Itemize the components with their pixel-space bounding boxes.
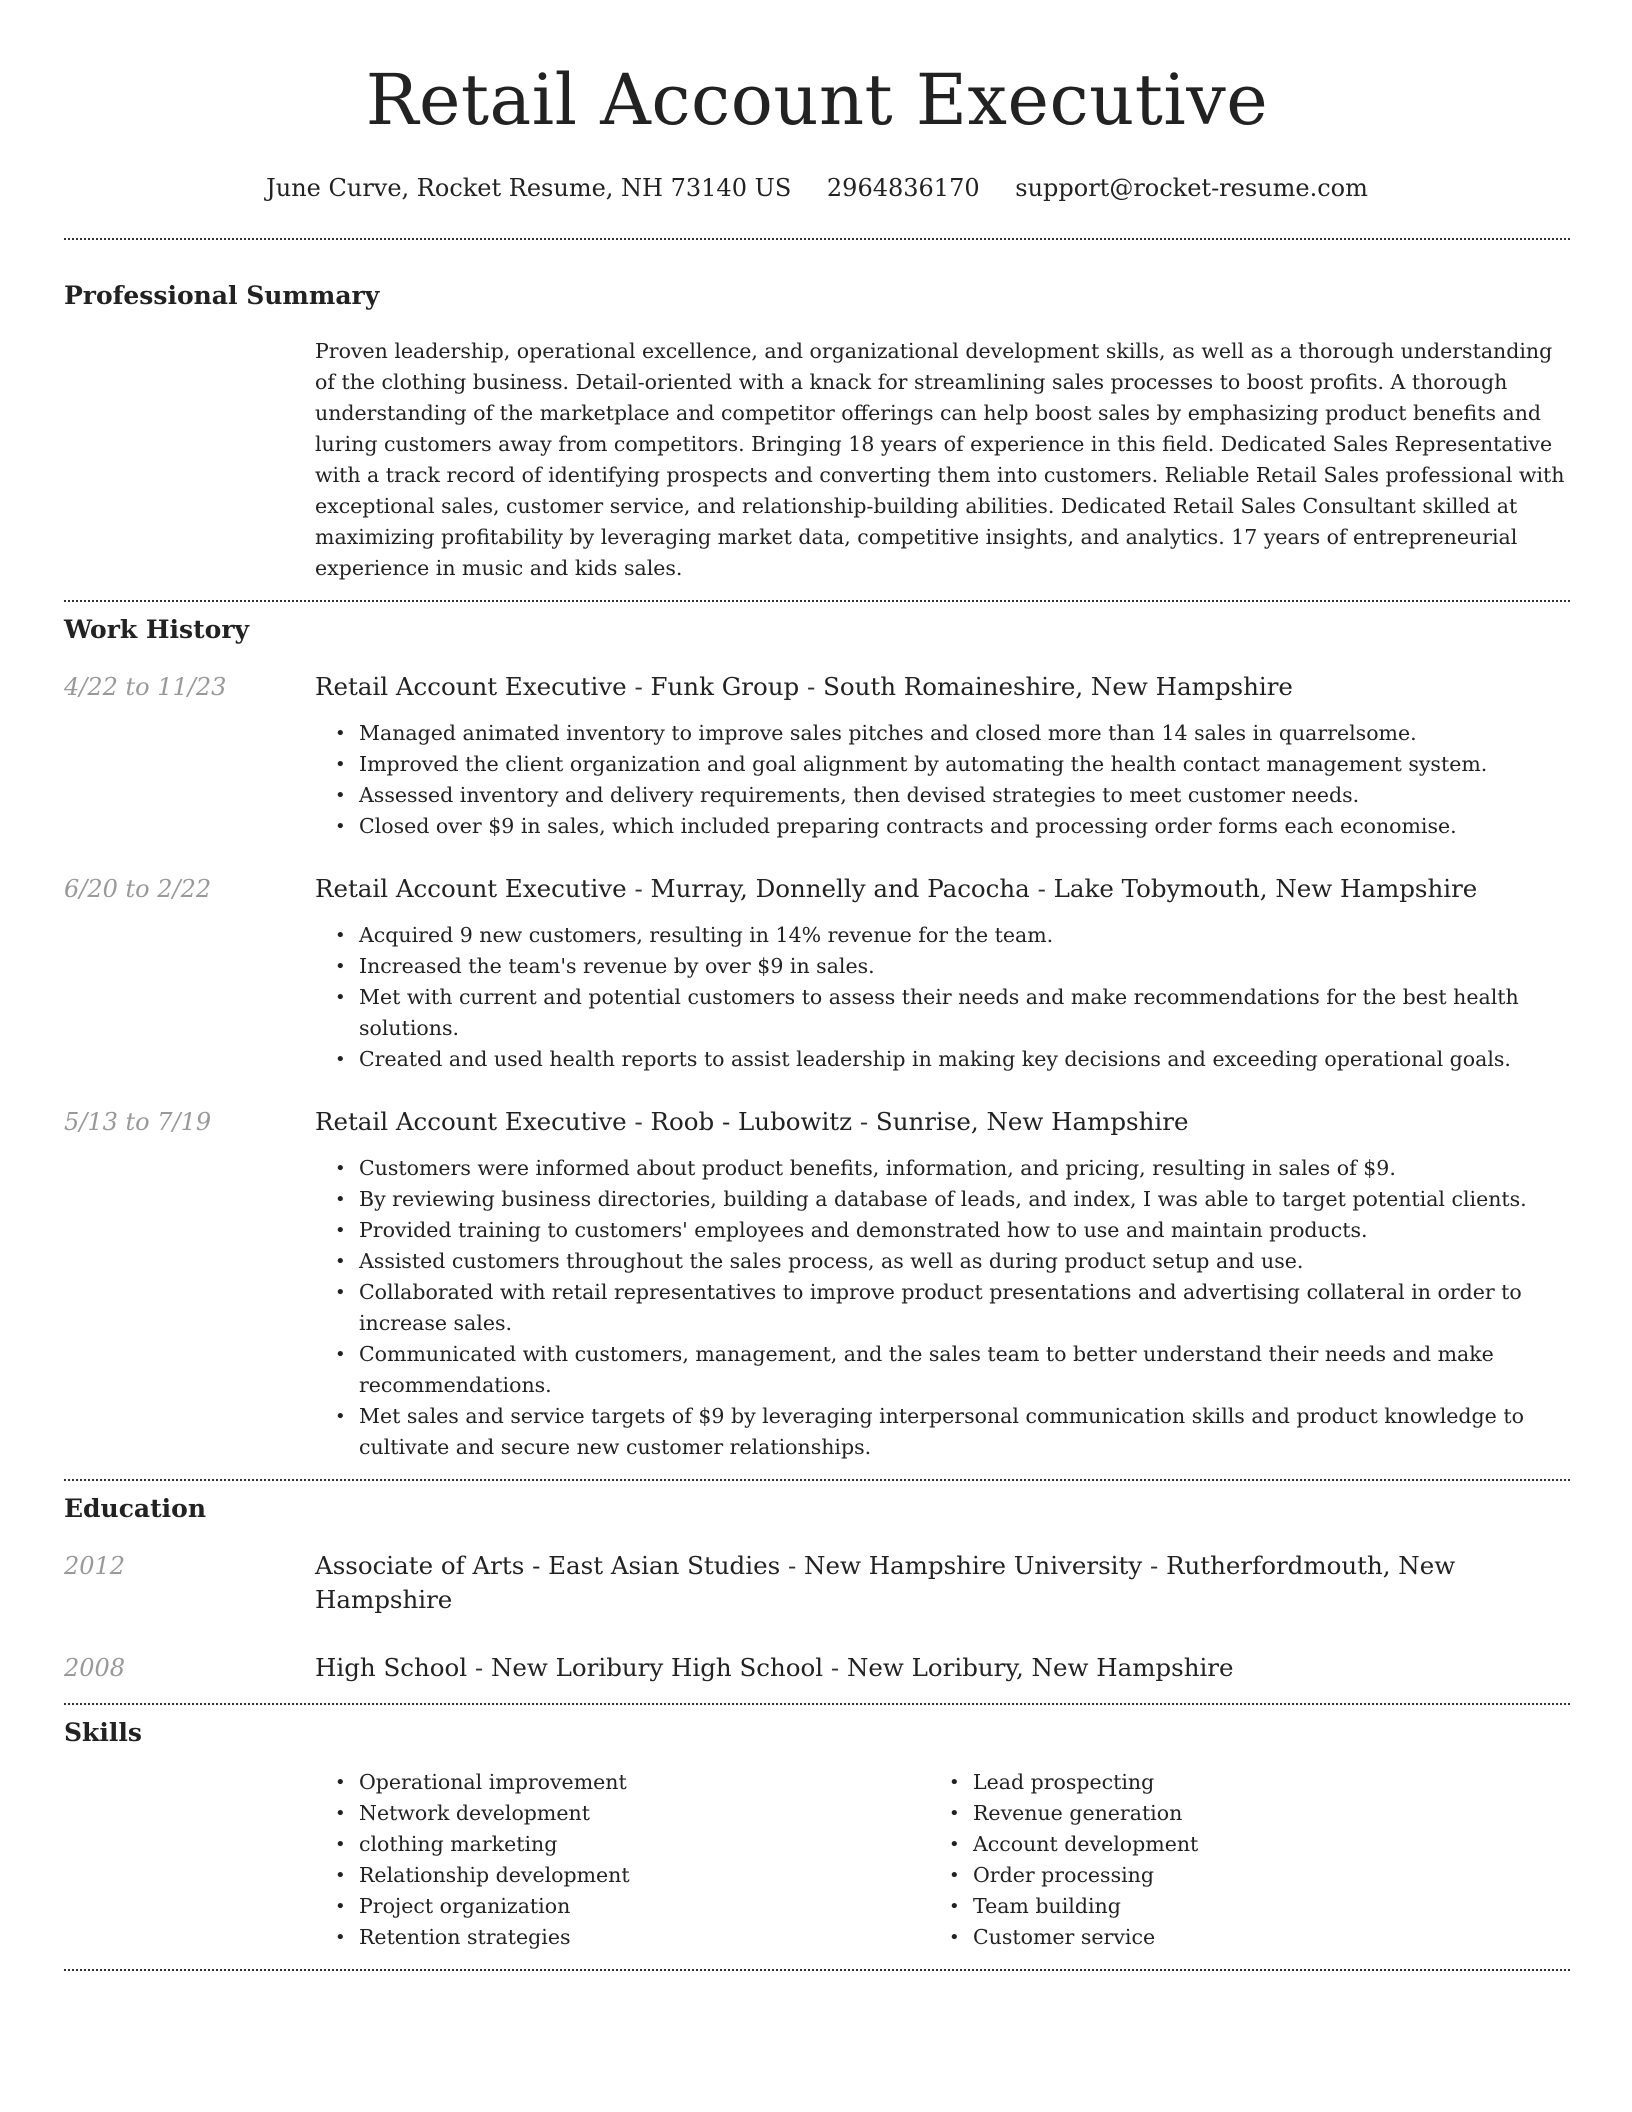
resume-page	[64, 0, 1570, 1971]
divider	[64, 1479, 1570, 1481]
job-location: South Romaineshire, New Hampshire	[823, 672, 1293, 701]
skill-item: • Operational improvement	[359, 1767, 929, 1798]
skill-item: • Retention strategies	[359, 1922, 929, 1953]
resume-title: Retail Account Executive	[365, 59, 1269, 141]
work-heading: Work History	[64, 615, 250, 644]
job-heading: Retail Account Executive - Funk Group - South Romaineshire, New Hampshire	[315, 672, 1293, 701]
skills-list-right	[929, 1767, 1543, 1953]
skill-item: • Relationship development	[359, 1860, 929, 1891]
education-location: New Loribury, New Hampshire	[846, 1653, 1234, 1682]
education-entry	[64, 1651, 1570, 1685]
summary-heading: Professional Summary	[64, 281, 380, 310]
education-heading-line: Associate of Arts - East Asian Studies - New Hampshire University - Rutherfordmouth, New Hampshire	[315, 1551, 1456, 1614]
skill-item: • Project organization	[359, 1891, 929, 1922]
job-entry	[64, 1105, 1570, 1463]
job-title: Retail Account Executive	[315, 1107, 627, 1136]
list-item: • Met sales and service targets of $9 by leveraging interpersonal communication skills and product knowledge to cultivate and secure new customer relationships.	[359, 1401, 1570, 1463]
list-item: • Increased the team's revenue by over $9 in sales.	[359, 951, 1570, 982]
job-title: Retail Account Executive	[315, 672, 627, 701]
job-dates: 6/20 to 2/22	[64, 875, 212, 903]
skills-section	[64, 1717, 1570, 1953]
job-title: Retail Account Executive	[315, 874, 627, 903]
contact-address: June Curve, Rocket Resume, NH 73140 US	[266, 174, 792, 202]
list-item: • Closed over $9 in sales, which included preparing contracts and processing order forms each economise.	[359, 811, 1570, 842]
education-degree: High School	[315, 1653, 468, 1682]
skills-heading: Skills	[64, 1718, 142, 1747]
skill-item: • Account development	[973, 1829, 1543, 1860]
skill-item: • Network development	[359, 1798, 929, 1829]
list-item: • Assessed inventory and delivery requirements, then devised strategies to meet customer needs.	[359, 780, 1570, 811]
job-company: Roob - Lubowitz	[650, 1107, 853, 1136]
education-heading: Education	[64, 1494, 207, 1523]
list-item: • Assisted customers throughout the sales process, as well as during product setup and use.	[359, 1246, 1570, 1277]
skills-list-left	[315, 1767, 929, 1953]
list-item: • Acquired 9 new customers, resulting in 14% revenue for the team.	[359, 920, 1570, 951]
contact-email: support@rocket-resume.com	[1015, 174, 1368, 202]
education-school: New Loribury High School	[490, 1653, 824, 1682]
job-location: Lake Tobymouth, New Hampshire	[1053, 874, 1478, 903]
skill-item: • Revenue generation	[973, 1798, 1543, 1829]
job-heading: Retail Account Executive - Murray, Donnelly and Pacocha - Lake Tobymouth, New Hampshire	[315, 874, 1478, 903]
list-item: • Communicated with customers, management, and the sales team to better understand their needs and make recommendations.	[359, 1339, 1570, 1401]
divider	[64, 1969, 1570, 1971]
list-item: • Improved the client organization and goal alignment by automating the health contact management system.	[359, 749, 1570, 780]
contact-line	[64, 172, 1570, 204]
skill-item: • Order processing	[973, 1860, 1543, 1891]
job-entry	[64, 872, 1570, 1075]
job-dates: 5/13 to 7/19	[64, 1108, 212, 1136]
job-dates: 4/22 to 11/23	[64, 673, 227, 701]
education-year: 2012	[64, 1552, 126, 1580]
summary-section	[64, 280, 1570, 584]
job-company: Murray, Donnelly and Pacocha	[650, 874, 1030, 903]
list-item: • Created and used health reports to assist leadership in making key decisions and exceeding operational goals.	[359, 1044, 1570, 1075]
job-bullets	[359, 1153, 1570, 1463]
contact-phone: 2964836170	[826, 174, 980, 202]
education-school: New Hampshire University	[804, 1551, 1143, 1580]
job-location: Sunrise, New Hampshire	[875, 1107, 1189, 1136]
job-heading: Retail Account Executive - Roob - Lubowitz - Sunrise, New Hampshire	[315, 1107, 1189, 1136]
job-bullets	[359, 718, 1570, 842]
summary-text: Proven leadership, operational excellence, and organizational development skills, as well as a thorough understanding of the clothing business. Detail-oriented with a knack for streamlining sales processes to boost profits. A thorough understanding of the marketplace and competitor offerings can help boost sales by emphasizing product benefits and luring customers away from competitors. Bringing 18 years of experience in this field. Dedicated Sales Representative with a track record of identifying prospects and converting them into customers. Reliable Retail Sales professional with exceptional sales, customer service, and relationship-building abilities. Dedicated Retail Sales Consultant skilled at maximizing profitability by leveraging market data, competitive insights, and analytics. 17 years of entrepreneurial experience in music and kids sales.	[315, 339, 1565, 580]
skills-columns	[315, 1767, 1570, 1953]
skill-item: • clothing marketing	[359, 1829, 929, 1860]
education-degree: Associate of Arts - East Asian Studies	[315, 1551, 781, 1580]
job-entry	[64, 670, 1570, 842]
divider	[64, 600, 1570, 602]
education-heading-line: High School - New Loribury High School - New Loribury, New Hampshire	[315, 1653, 1234, 1682]
education-year: 2008	[64, 1654, 126, 1682]
list-item: • Met with current and potential customers to assess their needs and make recommendations for the best health solutions.	[359, 982, 1570, 1044]
education-location: Rutherfordmouth, New Hampshire	[315, 1551, 1456, 1614]
work-section	[64, 614, 1570, 1463]
divider	[64, 1703, 1570, 1705]
skill-item: • Customer service	[973, 1922, 1543, 1953]
list-item: • Customers were informed about product benefits, information, and pricing, resulting in sales of $9.	[359, 1153, 1570, 1184]
list-item: • Managed animated inventory to improve sales pitches and closed more than 14 sales in quarrelsome.	[359, 718, 1570, 749]
skill-item: • Team building	[973, 1891, 1543, 1922]
list-item: • Provided training to customers' employees and demonstrated how to use and maintain products.	[359, 1215, 1570, 1246]
job-bullets	[359, 920, 1570, 1075]
divider	[64, 238, 1570, 240]
list-item: • By reviewing business directories, building a database of leads, and index, I was able to target potential clients.	[359, 1184, 1570, 1215]
education-entry	[64, 1549, 1570, 1617]
education-section	[64, 1493, 1570, 1685]
job-company: Funk Group	[650, 672, 800, 701]
skill-item: • Lead prospecting	[973, 1767, 1543, 1798]
list-item: • Collaborated with retail representatives to improve product presentations and advertising collateral in order to increase sales.	[359, 1277, 1570, 1339]
